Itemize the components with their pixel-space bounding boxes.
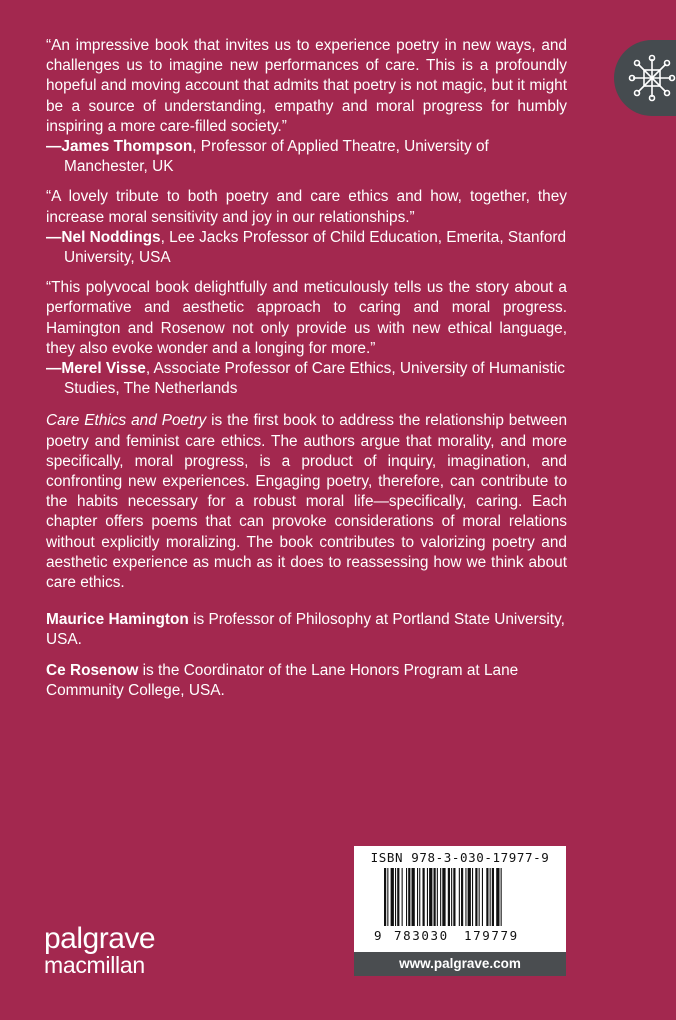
author-bio: Maurice Hamington is Professor of Philosophy at Portland State University, USA.: [46, 611, 565, 649]
endorser-role: , Associate Professor of Care Ethics, University of Humanistic Studies, The Netherlands: [64, 360, 565, 398]
barcode-bar: [486, 868, 488, 926]
barcode-bar: [395, 868, 396, 926]
endorser-name: Nel Noddings: [61, 228, 161, 246]
barcode-bar: [437, 868, 438, 926]
barcode-bar: [397, 868, 399, 926]
barcode-bar: [406, 868, 407, 926]
author-bio: Ce Rosenow is the Coordinator of the Lane Honors Program at Lane Community College, USA.: [46, 661, 519, 699]
isbn-label: ISBN 978-3-030-17977-9: [370, 850, 550, 865]
endorsement-attribution: —James Thompson, Professor of Applied Theatre, University of Manchester, UK: [46, 138, 489, 176]
barcode-bar: [384, 868, 386, 926]
publisher-logo: [44, 922, 156, 978]
barcode-bar: [451, 868, 452, 926]
barcode-bar: [429, 868, 432, 926]
barcode-bar: [501, 868, 502, 926]
barcode-bar: [453, 868, 455, 926]
barcode-bar: [440, 868, 441, 926]
back-cover-text: [46, 36, 567, 711]
barcode-bar: [427, 868, 428, 926]
palgrave-network-icon: [626, 52, 676, 104]
endorsement-quote: “An impressive book that invites us to experience poetry in new ways, and challenges us to imagine new performances of care. This is a profoundly hopeful and moving account that admits that poetry is not magic, but it might be a source of understanding, empathy and moral progress for humbly inspiring a more care-filled society.”: [46, 37, 567, 135]
barcode-bar: [490, 868, 491, 926]
barcode-bar: [479, 868, 480, 926]
endorsement-quote: “This polyvocal book delightfully and meticulously tells us the story about a performative and aesthetic approach to caring and moral progress. Hamington and Rosenow not only provide us with new ethical language, they also evoke wonder and a longing for more.”: [46, 279, 567, 357]
barcode-bar: [461, 868, 463, 926]
barcode-bar: [391, 868, 394, 926]
barcode-bar: [417, 868, 418, 926]
book-description: Care Ethics and Poetry is the first book to address the relationship between poetry and feminist care ethics. The authors argue that morality, and more specifically, moral progress, is a product of inquiry, imagination, and confronting new experiences. Engaging poetry, therefore, can contribute to the habits necessary for a robust moral life—specifically, caring. Each chapter offers poems that can provoke considerations of moral relations without explicitly moralizing. The book contributes to valorizing poetry and aesthetic experience as much as it does to reassessing how we think about care ethics.: [46, 412, 567, 592]
author-name: Ce Rosenow: [46, 661, 139, 679]
barcode-bar: [459, 868, 460, 926]
barcode-bar: [442, 868, 445, 926]
endorsement: [46, 187, 567, 268]
barcode-bar: [412, 868, 415, 926]
endorser-name: James Thompson: [61, 138, 193, 156]
barcode-bar: [419, 868, 420, 926]
author-name: Maurice Hamington: [46, 611, 189, 629]
isbn-barcode: ISBN 978-3-030-17977-9 9 783030 179779: [354, 846, 566, 952]
endorsement: [46, 278, 567, 399]
palgrave-badge: [614, 40, 676, 116]
endorsement-attribution: —Merel Visse, Associate Professor of Care Ethics, University of Humanistic Studies, The Netherlands: [46, 360, 565, 398]
barcode-bar: [496, 868, 499, 926]
book-title: Care Ethics and Poetry: [46, 412, 207, 430]
endorsement: [46, 36, 567, 177]
endorsement-quote: “A lovely tribute to both poetry and care ethics and how, together, they increase moral sensitivity and joy in our relationships.”: [46, 188, 567, 226]
barcode-bar: [475, 868, 477, 926]
barcode-bars: [384, 868, 536, 932]
endorser-name: Merel Visse: [61, 360, 146, 378]
barcode-bar: [448, 868, 450, 926]
barcode-bar: [465, 868, 466, 926]
endorser-role: , Professor of Applied Theatre, University of Manchester, UK: [64, 138, 489, 176]
logo-palgrave: palgrave: [44, 922, 156, 955]
logo-macmillan: macmillan: [44, 952, 145, 978]
barcode-bar: [402, 868, 403, 926]
barcode-bar: [492, 868, 494, 926]
barcode-bar: [387, 868, 388, 926]
barcode-bar: [468, 868, 471, 926]
endorsement-attribution: —Nel Noddings, Lee Jacks Professor of Child Education, Emerita, Stanford University, USA: [46, 228, 567, 267]
barcode-bar: [423, 868, 425, 926]
barcode-bar: [482, 868, 483, 926]
barcode-bar: [408, 868, 410, 926]
publisher-url: www.palgrave.com: [354, 952, 566, 976]
barcode-bar: [472, 868, 473, 926]
endorser-role: , Lee Jacks Professor of Child Education, Emerita, Stanford University, USA: [64, 228, 567, 267]
barcode-bar: [434, 868, 436, 926]
